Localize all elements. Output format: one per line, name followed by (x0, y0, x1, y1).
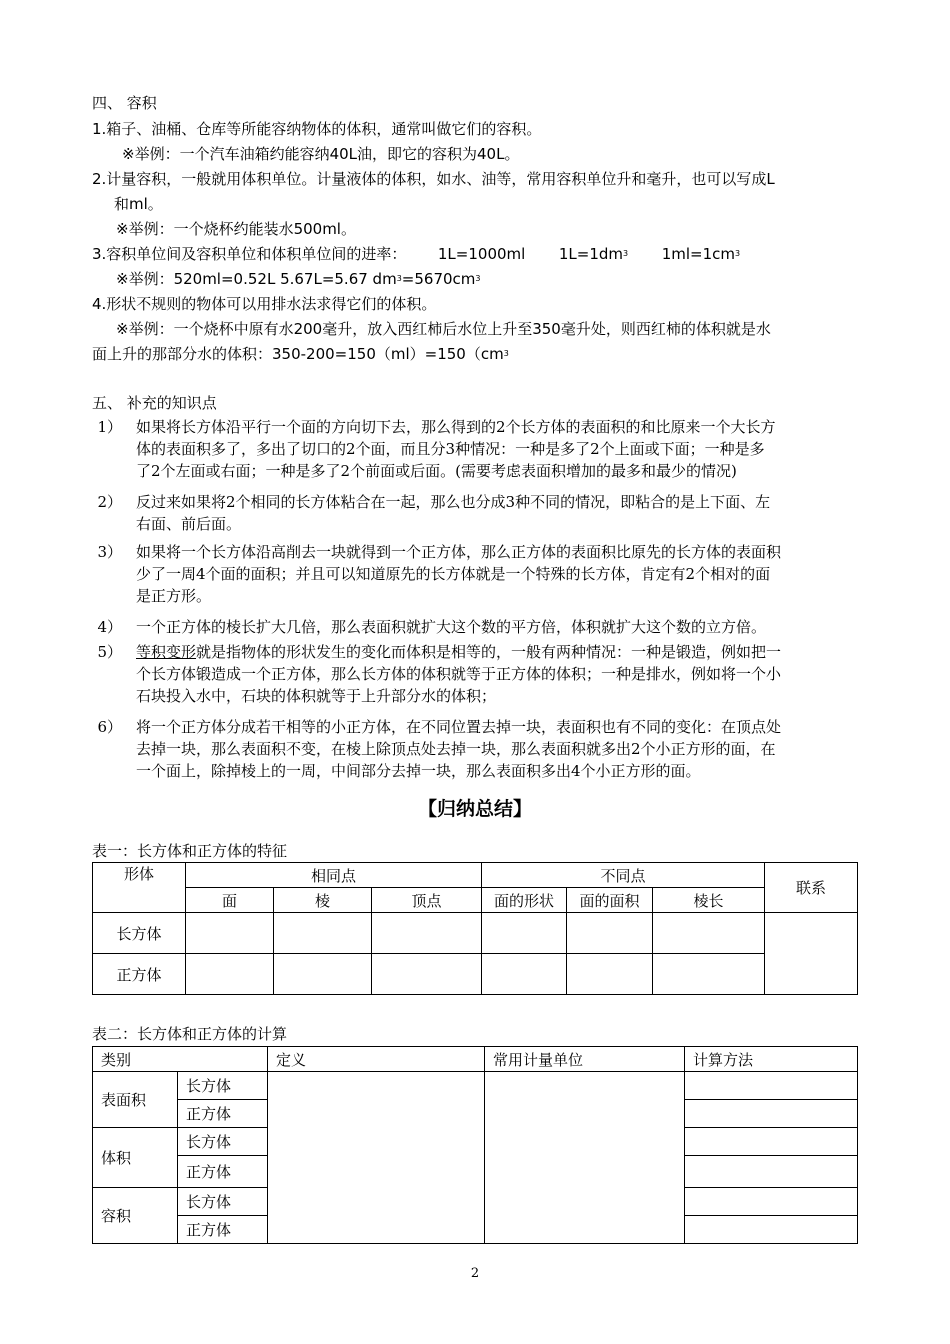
table2-sub-cube: 正方体 (178, 1156, 268, 1188)
table-cell[interactable] (372, 913, 482, 954)
sec4-p4: 4.形状不规则的物体可以用排水法求得它们的体积。 (92, 295, 437, 313)
sec4-p3 (92, 243, 740, 265)
table-cell[interactable] (685, 1100, 858, 1128)
table-cell[interactable] (186, 954, 274, 995)
table1-sub-edge-length: 棱长 (653, 888, 765, 913)
table-cell[interactable] (685, 1188, 858, 1216)
sec4-p3-example: ※举例：520ml=0.52L 5.67L=5.67 $dm^3=5670cm^3$ (116, 270, 481, 288)
table2-header-unit: 常用计量单位 (485, 1047, 685, 1072)
sec4-p2-line1: 2.计量容积，一般就用体积单位。计量液体的体积，如水、油等，常用容积单位升和毫升，也可以写成L (92, 170, 775, 188)
sec5-item-1: 1） 如果将长方体沿平行一个面的方向切下去，那么得到的2个长方体的表面积的和比原来一个大长方 体的表面积多了，多出了切口的2个面，而且分3种情况：一种是多了2个上面或下面；一种是多 了2个左面或右面；一种是多了2个前面或后面。(需要考虑表面积增加的最多和最少的情况) (97, 418, 776, 480)
table-cell[interactable] (685, 1128, 858, 1156)
table2-sub-cube: 正方体 (178, 1216, 268, 1244)
table-cell[interactable] (482, 954, 567, 995)
table2-sub-cuboid: 长方体 (178, 1188, 268, 1216)
table1-header-shape: 形体 (93, 863, 186, 913)
table-cell[interactable] (274, 954, 372, 995)
sec4-p2-example: ※举例：一个烧杯约能装水500ml。 (116, 220, 356, 238)
table1-header-same: 相同点 (186, 863, 482, 888)
sec5-item-4: 4） 一个正方体的棱长扩大几倍，那么表面积就扩大这个数的平方倍，体积就扩大这个数的立方倍。 (97, 618, 767, 636)
rate-l-ml: 1L=1000ml (437, 245, 526, 263)
table2-header-category: 类别 (93, 1047, 268, 1072)
table2-sub-cuboid: 长方体 (178, 1128, 268, 1156)
sec4-p2-line2: 和ml。 (114, 195, 163, 213)
table1-sub-edge: 棱 (274, 888, 372, 913)
table-row (93, 954, 858, 995)
table2-group-capacity: 容积 (93, 1188, 178, 1244)
sec4-p1: 1.箱子、油桶、仓库等所能容纳物体的体积，通常叫做它们的容积。 (92, 120, 542, 138)
table2-header-method: 计算方法 (685, 1047, 858, 1072)
table-cell[interactable] (765, 913, 858, 995)
table2-caption: 表二：长方体和正方体的计算 (92, 1025, 288, 1043)
table-cell[interactable] (685, 1072, 858, 1100)
table-cell[interactable] (482, 913, 567, 954)
sec4-p3-text: 3.容积单位间及容积单位和体积单位间的进率： (92, 245, 407, 263)
table-cell[interactable] (268, 1072, 485, 1244)
table1-sub-vertex: 顶点 (372, 888, 482, 913)
table-cell[interactable] (653, 954, 765, 995)
table1-sub-face-shape: 面的形状 (482, 888, 567, 913)
features-table (92, 862, 858, 995)
table2-sub-cube: 正方体 (178, 1100, 268, 1128)
term-equal-volume-transform: 等积变形 (136, 643, 197, 661)
calculation-table (92, 1046, 858, 1244)
table1-header-link: 联系 (765, 863, 858, 913)
table-cell[interactable] (685, 1156, 858, 1188)
table2-header-definition: 定义 (268, 1047, 485, 1072)
section4-heading: 四、 容积 (92, 94, 157, 112)
sec4-p1-example: ※举例：一个汽车油箱约能容纳40L油，即它的容积为40L。 (122, 145, 520, 163)
table-cell[interactable] (274, 913, 372, 954)
rate-l-dm3: $1L=1dm^3$ (558, 245, 629, 263)
sec4-p4-example-line2: 面上升的那部分水的体积：$350-200=150(ml)=150(cm^3$ (92, 345, 509, 363)
table-cell[interactable] (567, 913, 653, 954)
table2-group-surface-area: 表面积 (93, 1072, 178, 1128)
table-row (93, 1072, 858, 1100)
table1-row-cube: 正方体 (93, 954, 186, 995)
table-cell[interactable] (653, 913, 765, 954)
table-cell[interactable] (567, 954, 653, 995)
table1-sub-face: 面 (186, 888, 274, 913)
sec4-p4-example-line1: ※举例：一个烧杯中原有水200毫升，放入西红柿后水位上升至350毫升处，则西红柿的体积就是水 (116, 320, 771, 338)
table-cell[interactable] (685, 1216, 858, 1244)
sec5-item-2: 2） 反过来如果将2个相同的长方体粘合在一起，那么也分成3种不同的情况，即粘合的是上下面、左 右面、前后面。 (97, 493, 771, 533)
table2-group-volume: 体积 (93, 1128, 178, 1188)
table-cell[interactable] (485, 1072, 685, 1244)
table1-header-diff: 不同点 (482, 863, 765, 888)
rate-ml-cm3: $1ml=1cm^3$ (661, 245, 741, 263)
section5-heading: 五、 补充的知识点 (92, 394, 217, 412)
sec5-item-5: 5） 等积变形就是指物体的形状发生的变化而体积是相等的，一般有两种情况：一种是锻造，例如把一 个长方体锻造成一个正方体，那么长方体的体积就等于正方体的体积；一种是排水，例如将一个小 石块投入水中，石块的体积就等于上升部分水的体积； (97, 643, 782, 705)
sec5-item-6: 6） 将一个正方体分成若干相等的小正方体，在不同位置去掉一块，表面积也有不同的变化：在顶点处 去掉一块，那么表面积不变，在棱上除顶点处去掉一块，那么表面积就多出2个小正方形的面，在 一个面上，除掉棱上的一周，中间部分去掉一块，那么表面积多出4个小正方形的面。 (97, 718, 782, 780)
table2-sub-cuboid: 长方体 (178, 1072, 268, 1100)
table-row (93, 913, 858, 954)
table-cell[interactable] (372, 954, 482, 995)
table-cell[interactable] (186, 913, 274, 954)
table1-caption: 表一：长方体和正方体的特征 (92, 842, 288, 860)
summary-title: 【归纳总结】 (417, 798, 532, 820)
table1-sub-face-area: 面的面积 (567, 888, 653, 913)
page-number: 2 (470, 1266, 480, 1281)
table1-row-cuboid: 长方体 (93, 913, 186, 954)
sec5-item-3: 3） 如果将一个长方体沿高削去一块就得到一个正方体，那么正方体的表面积比原先的长方体的表面积 少了一周4个面的面积；并且可以知道原先的长方体就是一个特殊的长方体，肯定有2个相对的面 是正方形。 (97, 543, 782, 605)
